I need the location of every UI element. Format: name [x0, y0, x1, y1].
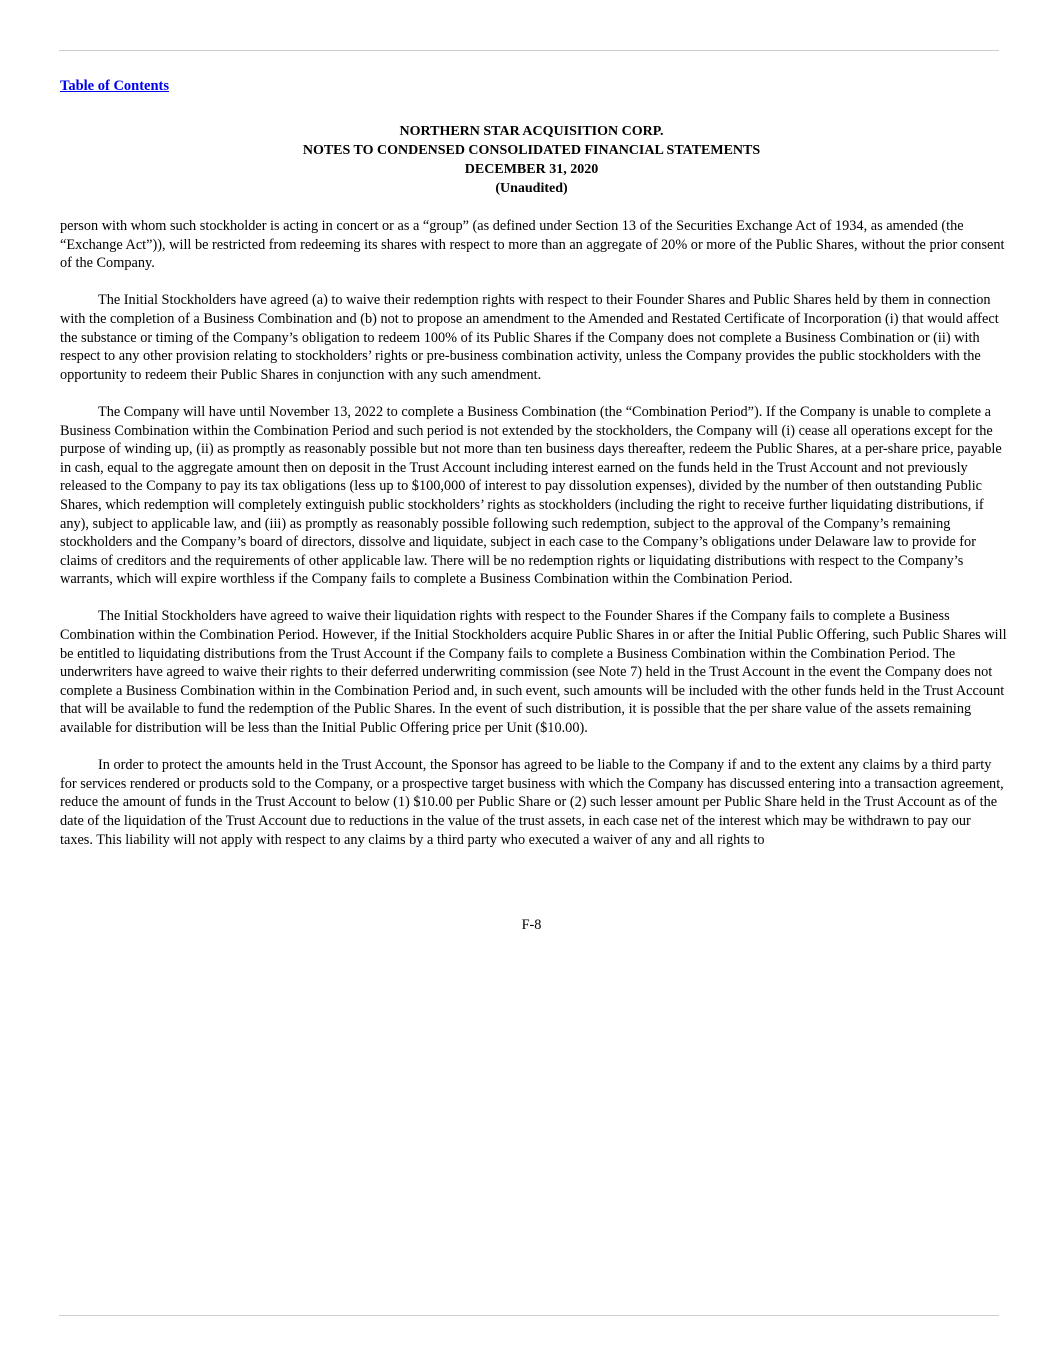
- top-divider: [59, 50, 999, 51]
- statement-date: DECEMBER 31, 2020: [464, 162, 599, 177]
- paragraph-continuation: person with whom such stockholder is acting in concert or as a “group” (as defined under Section 13 of the Securities Exchange Act of 1934, as amended (the “Exchange Act”)), will be restricted from redeeming its shares with respect to more than an aggregate of 20% or more of the Public Shares, without the prior consent of the Company.: [60, 218, 1005, 272]
- bottom-divider: [59, 1315, 999, 1316]
- page-number: F-8: [521, 917, 542, 933]
- paragraph-redemption-waiver: The Initial Stockholders have agreed (a) to waive their redemption rights with respect to their Founder Shares and Public Shares held by them in connection with the completion of a Business Combination and (b) not to propose an amendment to the Amended and Restated Certificate of Incorporation (i) that would affect the substance or timing of the Company’s obligation to redeem 100% of its Public Shares if the Company does not complete a Business Combination or (ii) with respect to any other provision relating to stockholders’ rights or pre-business combination activity, unless the Company provides the public stockholders with the opportunity to redeem their Public Shares in conjunction with any such amendment.: [60, 292, 999, 383]
- paragraph-combination-period: The Company will have until November 13, 2022 to complete a Business Combination (the “Combination Period”). If the Company is unable to complete a Business Combination within the Combination Period and such period is not extended by the stockholders, the Company will (i) cease all operations except for the purpose of winding up, (ii) as promptly as reasonably possible but not more than ten business days thereafter, redeem the Public Shares, at a per-share price, payable in cash, equal to the aggregate amount then on deposit in the Trust Account including interest earned on the funds held in the Trust Account and not previously released to the Company to pay its tax obligations (less up to $100,000 of interest to pay dissolution expenses), divided by the number of then outstanding Public Shares, which redemption will completely extinguish public stockholders’ rights as stockholders (including the right to receive further liquidating distributions, if any), subject to applicable law, and (iii) as promptly as reasonably possible following such redemption, subject to the approval of the Company’s remaining stockholders and the Company’s board of directors, dissolve and liquidate, subject in each case to the Company’s obligations under Delaware law to provide for claims of creditors and the requirements of other applicable law. There will be no redemption rights or liquidating distributions with respect to the Company’s warrants, which will expire worthless if the Company fails to complete a Business Combination within the Combination Period.: [60, 403, 1002, 588]
- company-name: NORTHERN STAR ACQUISITION CORP.: [399, 124, 664, 139]
- audit-status: (Unaudited): [495, 181, 568, 196]
- table-of-contents-link[interactable]: Table of Contents: [60, 78, 170, 94]
- paragraph-liquidation-rights: The Initial Stockholders have agreed to waive their liquidation rights with respect to the Founder Shares if the Company fails to complete a Business Combination within the Combination Period. However, if the Initial Stockholders acquire Public Shares in or after the Initial Public Offering, such Public Shares will be entitled to liquidating distributions from the Trust Account if the Company fails to complete a Business Combination within the Combination Period. The underwriters have agreed to waive their rights to their deferred underwriting commission (see Note 7) held in the Trust Account in the event the Company does not complete a Business Combination within in the Combination Period and, in such event, such amounts will be included with the other funds held in the Trust Account that will be available to fund the redemption of the Public Shares. In the event of such distribution, it is possible that the per share value of the assets remaining available for distribution will be less than the Initial Public Offering price per Unit ($10.00).: [60, 608, 1007, 737]
- document-title: NOTES TO CONDENSED CONSOLIDATED FINANCIAL STATEMENTS: [302, 143, 761, 158]
- document-header: [59, 122, 1004, 198]
- paragraph-trust-protection: In order to protect the amounts held in the Trust Account, the Sponsor has agreed to be liable to the Company if and to the extent any claims by a third party for services rendered or products sold to the Company, or a prospective target business with which the Company has discussed entering into a transaction agreement, reduce the amount of funds in the Trust Account to below (1) $10.00 per Public Share or (2) such lesser amount per Public Share held in the Trust Account as of the date of the liquidation of the Trust Account due to reductions in the value of the trust assets, in each case net of the interest which may be withdrawn to pay our taxes. This liability will not apply with respect to any claims by a third party who executed a waiver of any and all rights to: [60, 757, 1004, 848]
- notes-body: [60, 217, 1007, 868]
